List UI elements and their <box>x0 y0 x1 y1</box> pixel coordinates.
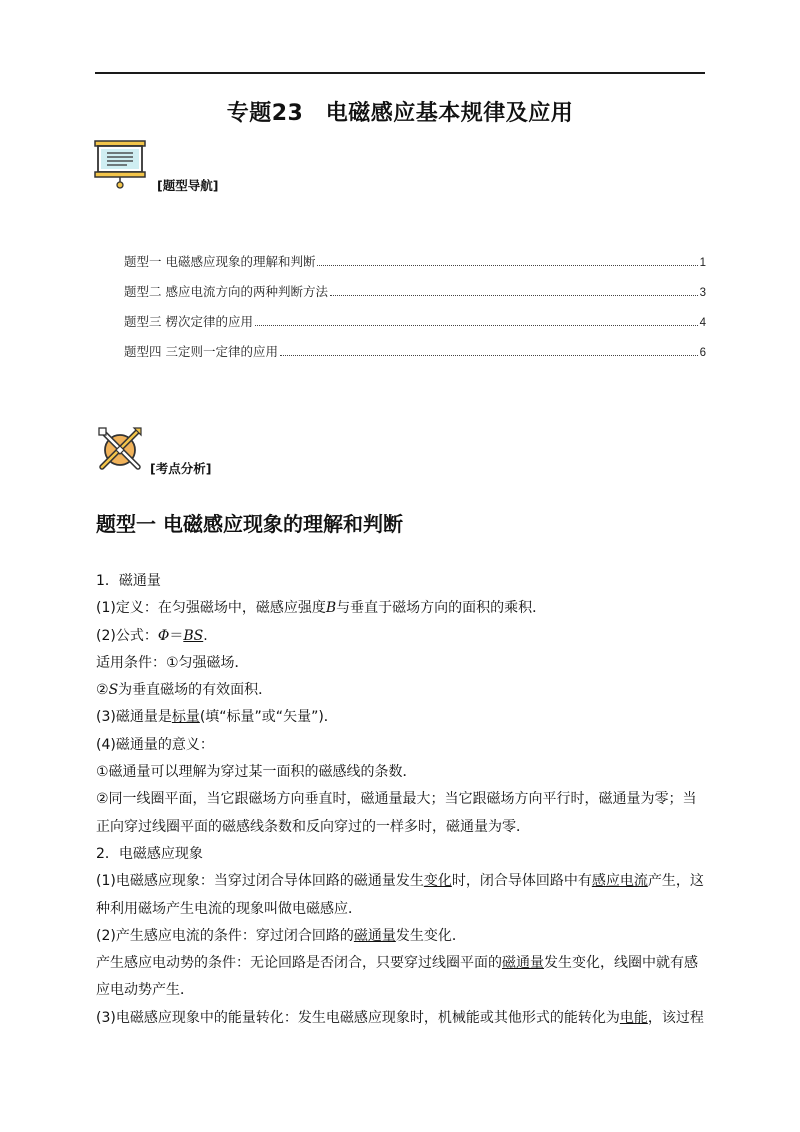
presentation-board-icon <box>94 140 146 190</box>
paragraph: 1．磁通量 <box>96 573 161 589</box>
toc-leader <box>280 354 698 356</box>
analysis-label: [考点分析] <box>150 461 212 476</box>
toc-leader <box>330 294 698 296</box>
toc-item-title: 题型三 楞次定律的应用 <box>124 314 253 329</box>
header-rule <box>95 72 705 74</box>
body-text <box>96 568 710 1032</box>
paragraph: (3)磁通量是标量(填“标量”或“矢量”)． <box>96 709 338 726</box>
toc-item[interactable] <box>124 252 706 282</box>
paragraph: 适用条件：①匀强磁场． <box>96 654 249 671</box>
paragraph: 产生感应电动势的条件：无论回路是否闭合，只要穿过线圈平面的磁通量发生变化，线圈中就有感应电动势产生． <box>96 955 698 999</box>
toc-leader <box>255 324 698 326</box>
toc-item-title: 题型一 电磁感应现象的理解和判断 <box>124 254 316 269</box>
toc-item[interactable] <box>124 312 706 342</box>
section-heading: 题型一 电磁感应现象的理解和判断 <box>96 512 403 536</box>
toc-leader <box>317 264 697 266</box>
nav-label: [题型导航] <box>157 178 219 193</box>
table-of-contents <box>124 252 706 372</box>
paragraph: (1)电磁感应现象：当穿过闭合导体回路的磁通量发生变化时，闭合导体回路中有感应电流产生，这种利用磁场产生电流的现象叫做电磁感应． <box>96 873 704 917</box>
toc-item[interactable] <box>124 282 706 312</box>
toc-item[interactable] <box>124 342 706 372</box>
paragraph: (2)产生感应电流的条件：穿过闭合回路的磁通量发生变化． <box>96 927 466 944</box>
paragraph: (1)定义：在匀强磁场中，磁感应强度B与垂直于磁场方向的面积的乘积． <box>96 600 547 617</box>
paragraph: ②同一线圈平面，当它跟磁场方向垂直时，磁通量最大；当它跟磁场方向平行时，磁通量为零；当正向穿过线圈平面的磁感线条数和反向穿过的一样多时，磁通量为零． <box>96 791 697 835</box>
crossed-tools-icon <box>96 425 144 473</box>
paragraph: (2)公式：Φ＝BS. <box>96 627 208 644</box>
toc-item-page: 3 <box>699 287 706 299</box>
page-title: 专题23 电磁感应基本规律及应用 <box>226 101 574 126</box>
toc-item-title: 题型二 感应电流方向的两种判断方法 <box>124 284 328 299</box>
paragraph: 2．电磁感应现象 <box>96 845 203 862</box>
paragraph: (4)磁通量的意义： <box>96 736 214 753</box>
toc-item-page: 1 <box>699 257 706 269</box>
toc-item-page: 6 <box>699 347 706 359</box>
toc-item-page: 4 <box>699 317 706 329</box>
paragraph: ②S为垂直磁场的有效面积． <box>96 682 273 699</box>
toc-item-title: 题型四 三定则一定律的应用 <box>124 344 278 359</box>
paragraph: ①磁通量可以理解为穿过某一面积的磁感线的条数． <box>96 764 417 781</box>
paragraph: (3)电磁感应现象中的能量转化：发生电磁感应现象时，机械能或其他形式的能转化为电能，该过程 <box>96 1009 704 1026</box>
